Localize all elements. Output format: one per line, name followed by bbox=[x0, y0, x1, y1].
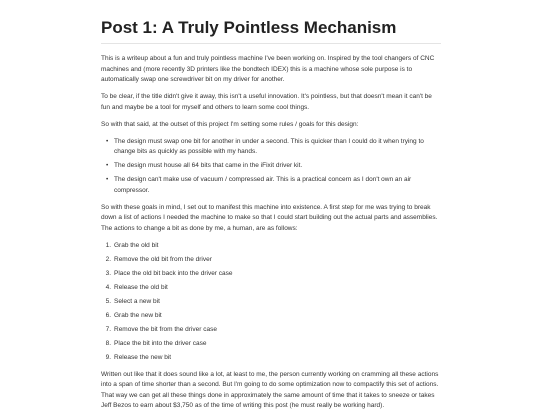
action-text: Select a new bit bbox=[114, 297, 160, 305]
action-text: Place the old bit back into the driver case bbox=[114, 269, 233, 277]
title-divider bbox=[101, 43, 441, 44]
action-text: Grab the new bit bbox=[114, 311, 162, 319]
action-text: Release the old bit bbox=[114, 283, 168, 291]
action-item bbox=[105, 325, 441, 336]
action-number: 5. bbox=[105, 297, 111, 305]
post-content bbox=[101, 54, 441, 418]
action-number: 1. bbox=[105, 241, 111, 249]
rule-item bbox=[106, 175, 441, 196]
action-item bbox=[105, 283, 441, 294]
action-text: Place the bit into the driver case bbox=[114, 339, 207, 347]
action-item bbox=[105, 339, 441, 350]
intro-paragraph: This is a writeup about a fun and truly pointless machine I've been working on. Inspired by the tool changers of CNC machines and (more recently 3D printers like the bondtech IDEX) this is a machine whose sole purpose is to automatically swap one screwdriver bit on my driver for another. bbox=[101, 55, 435, 83]
bullet-icon: • bbox=[106, 176, 109, 183]
rules-list bbox=[101, 137, 441, 197]
action-number: 7. bbox=[105, 325, 111, 333]
rule-text: The design must house all 64 bits that came in the iFixit driver kit. bbox=[114, 162, 303, 169]
rule-text: The design can't make use of vacuum / compressed air. This is a practical concern as I don't own an air compressor. bbox=[114, 176, 412, 194]
actions-list bbox=[101, 241, 441, 364]
rule-item bbox=[106, 137, 441, 158]
action-item bbox=[105, 255, 441, 266]
action-number: 2. bbox=[105, 255, 111, 263]
rules-intro-paragraph: So with that said, at the outset of this project I'm setting some rules / goals for this design: bbox=[101, 120, 359, 128]
action-item bbox=[105, 353, 441, 364]
action-item bbox=[105, 241, 441, 252]
action-item bbox=[105, 311, 441, 322]
action-number: 6. bbox=[105, 311, 111, 319]
clarify-paragraph: To be clear, if the title didn't give it away, this isn't a useful innovation. It's pointless, but that doesn't mean it can't be fun and maybe be a tool for myself and others to learn some cool things. bbox=[101, 93, 432, 111]
action-item bbox=[105, 269, 441, 280]
bullet-icon: • bbox=[106, 162, 109, 169]
rule-text: The design must swap one bit for another in under a second. This is quicker than I could do it when trying to change bits as quickly as possible with my hands. bbox=[114, 137, 424, 155]
action-text: Remove the old bit from the driver bbox=[114, 255, 212, 263]
action-item bbox=[105, 297, 441, 308]
action-text: Grab the old bit bbox=[114, 241, 159, 249]
post-title: Post 1: A Truly Pointless Mechanism bbox=[101, 18, 397, 37]
bullet-icon: • bbox=[106, 137, 109, 145]
outro-paragraph: Written out like that it does sound like a lot, at least to me, the person currently working on cramming all these actions into a span of time shorter than a second. But I'm going to do some optimization now to compactify this set of actions. That way we can get all these things done in approximately the same amount of time that it takes to sneeze or takes Jeff Bezos to earn about $3,750 as of the time of writing this post (he must really be working hard). bbox=[101, 370, 439, 409]
action-number: 8. bbox=[105, 339, 111, 347]
actions-intro-paragraph: So with these goals in mind, I set out to manifest this machine into existence. A first step for me was trying to break down a list of actions I needed the machine to make so that I could start building out the actual parts and assemblies. The actions to change a bit as done by me, a human, are as follows: bbox=[101, 203, 438, 232]
action-text: Release the new bit bbox=[114, 353, 172, 361]
action-text: Remove the bit from the driver case bbox=[114, 325, 217, 333]
action-number: 3. bbox=[105, 269, 111, 277]
rule-item bbox=[106, 161, 441, 172]
action-number: 9. bbox=[105, 353, 111, 361]
action-number: 4. bbox=[105, 283, 111, 291]
